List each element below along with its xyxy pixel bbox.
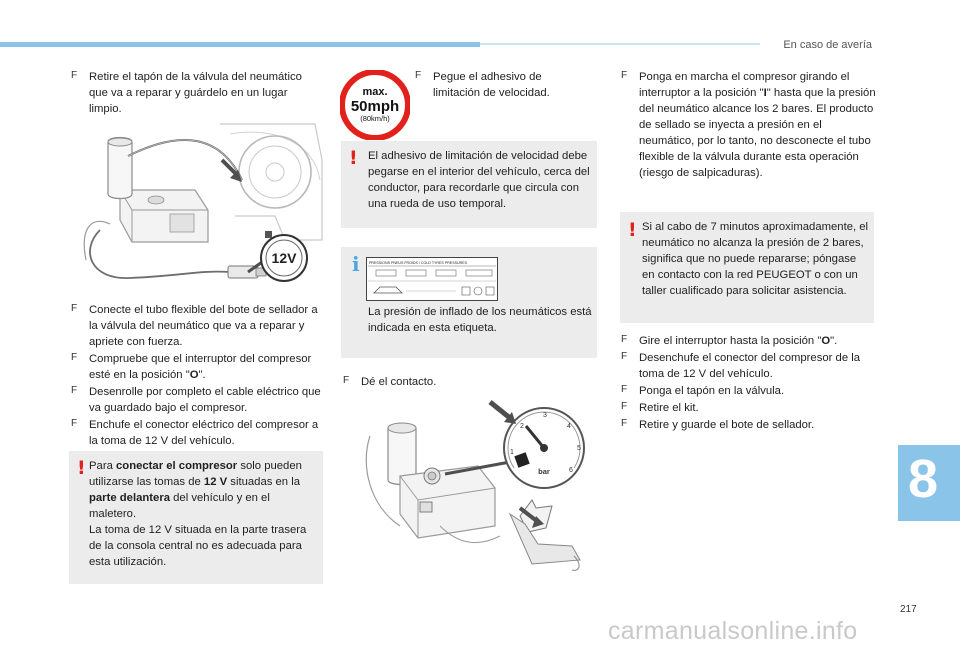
bullet-mark: F	[621, 384, 628, 396]
sticker-warning-box	[341, 141, 597, 228]
list-item: F Retire el kit.	[621, 401, 699, 415]
list-item: F Conecte el tubo flexible del bote de sellador a la válvula del neumático que va a reparar y apriete con fuerza.	[71, 303, 318, 349]
col1-step-list-top	[71, 69, 323, 118]
page-number: 217	[900, 604, 917, 615]
list-item: F Ponga el tapón en la válvula.	[621, 384, 785, 398]
bullet-mark: F	[71, 385, 78, 397]
svg-text:max.: max.	[362, 86, 388, 98]
svg-text:3: 3	[543, 412, 547, 419]
socket-12v-label: 12V	[271, 250, 297, 266]
svg-text:50mph: 50mph	[350, 98, 400, 115]
svg-text:5: 5	[577, 445, 581, 452]
svg-text:6: 6	[569, 467, 573, 474]
list-item: F Pegue el adhesivo de limitación de velocidad.	[415, 70, 550, 100]
watermark: carmanualsonline.info	[608, 617, 858, 645]
tyre-pressure-label-illustration	[366, 257, 498, 301]
svg-text:bar: bar	[538, 467, 550, 476]
compressor-connection-illustration	[70, 120, 324, 292]
col3-step-start	[621, 69, 877, 182]
header-accent-line	[480, 43, 760, 45]
list-item: F Gire el interruptor hasta la posición "O".	[621, 334, 838, 347]
warning-text: El adhesivo de limitación de velocidad debe pegarse en el interior del vehículo, cerca del conductor, para recordarle que circula con una rueda de uso temporal.	[368, 150, 590, 211]
svg-text:1: 1	[510, 449, 514, 456]
speed-limit-sticker-icon	[340, 70, 410, 140]
compressor-warning-box	[69, 451, 323, 584]
svg-text:(80km/h): (80km/h)	[360, 114, 390, 123]
list-item: F Compruebe que el interruptor del compresor esté en la posición "O".	[71, 352, 312, 382]
bullet-mark: F	[71, 352, 78, 364]
warning-icon: !	[628, 219, 637, 241]
bullet-mark: F	[71, 70, 78, 81]
info-icon: i	[352, 252, 360, 276]
svg-text:4: 4	[567, 423, 571, 430]
warning-text: Si al cabo de 7 minutos aproximadamente, el neumático no alcanza la presión de 2 bares, significa que no puede repararse; póngase en contacto con la red PEUGEOT o con un taller cualificado para solicitar asistencia.	[642, 221, 869, 298]
list-item: F Desenrolle por completo el cable eléctrico que va guardado bajo el compresor.	[71, 385, 321, 415]
list-item: F Retire y guarde el bote de sellador.	[621, 418, 815, 432]
svg-text:2: 2	[520, 423, 524, 430]
col1-step-list	[71, 302, 325, 450]
bullet-mark: F	[415, 70, 422, 81]
bullet-mark: F	[621, 334, 628, 345]
warning-text: Para conectar el compresor solo pueden utilizarse las tomas de 12 V situadas en la parte delantera del vehículo y en el maletero. La toma de 12 V situada en la parte trasera de la consola central no es adecuada para esta utilización.	[89, 460, 307, 569]
list-item: F Enchufe el conector eléctrico del compresor a la toma de 12 V del vehículo.	[71, 418, 319, 448]
warning-icon: !	[77, 457, 86, 479]
col2-step-sticker	[415, 69, 575, 102]
pressure-info-box	[341, 247, 597, 358]
info-text: La presión de inflado de los neumáticos está indicada en esta etiqueta.	[368, 306, 592, 335]
col3-step-list	[621, 333, 877, 434]
section-title: En caso de avería	[783, 39, 872, 51]
list-item: F Retire el tapón de la válvula del neumático que va a reparar y guárdelo en un lugar limpio.	[71, 70, 302, 116]
header-accent-bar	[0, 42, 480, 47]
bullet-mark: F	[343, 375, 350, 386]
pressure-warning-box	[620, 212, 874, 323]
bullet-mark: F	[621, 70, 628, 81]
bullet-mark: F	[621, 401, 628, 413]
warning-icon: !	[349, 147, 358, 169]
chapter-number: 8	[907, 449, 939, 509]
bullet-mark: F	[621, 418, 628, 430]
bullet-mark: F	[71, 303, 78, 314]
list-item: F Desenchufe el conector del compresor de la toma de 12 V del vehículo.	[621, 351, 861, 381]
bullet-mark: F	[621, 351, 628, 363]
compressor-gauge-illustration	[360, 396, 600, 578]
bullet-mark: F	[71, 418, 78, 430]
list-item: F Ponga en marcha el compresor girando el interruptor a la posición "I" hasta que la presión del neumático alcance los 2 bares. El producto de sellado se inyecta a presión en el neumático, por lo tanto, no desconecte el tubo flexible de la válvula durante esta operación (riesgo de salpicaduras).	[621, 70, 876, 180]
list-item: F Dé el contacto.	[343, 375, 437, 388]
svg-text:PRESSIONS PNEUS FROIDS / COLD: PRESSIONS PNEUS FROIDS / COLD TYRES PRESSURES	[369, 261, 467, 265]
col2-step-contact	[343, 374, 543, 391]
